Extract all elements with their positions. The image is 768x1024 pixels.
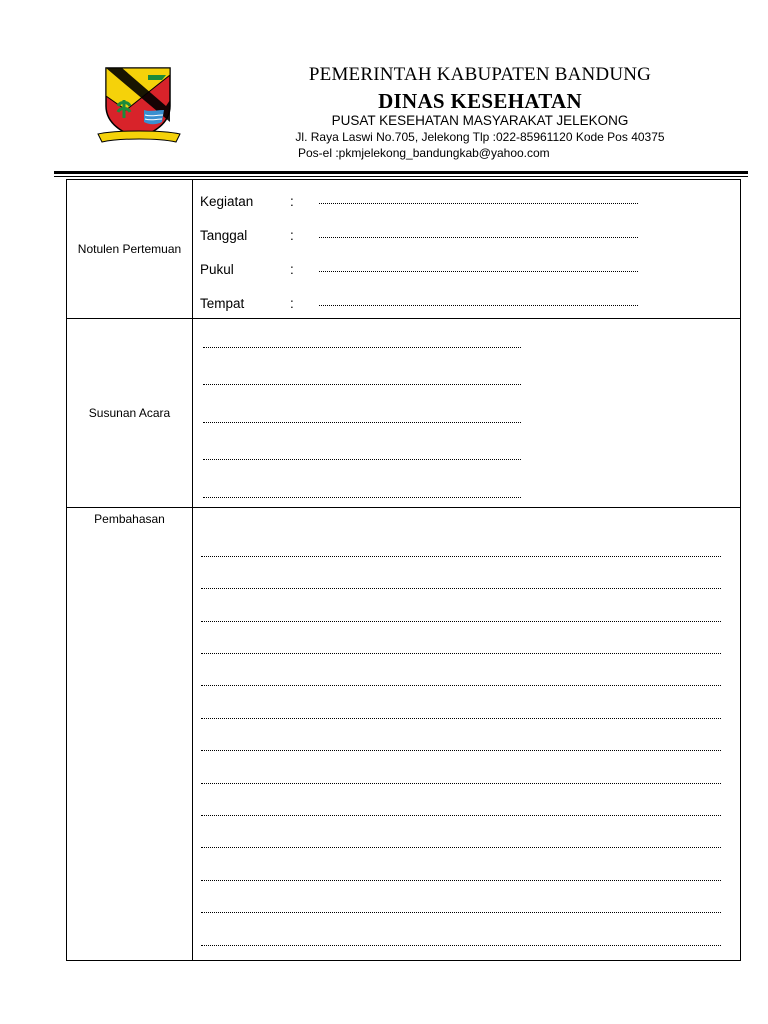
email: Pos-el :pkmjelekong_bandungkab@yahoo.com [298,146,550,160]
discussion-line[interactable] [193,695,740,727]
discussion-line[interactable] [193,631,740,663]
discussion-line[interactable] [193,598,740,630]
field-colon: : [290,228,294,243]
field-kegiatan[interactable] [193,180,740,214]
facility-name: PUSAT KESEHATAN MASYARAKAT JELEKONG [331,113,629,128]
discussion-line[interactable] [193,793,740,825]
agenda-line[interactable] [193,432,740,470]
susunan-acara-lines [193,319,741,508]
discussion-line[interactable] [193,534,740,566]
field-colon: : [290,194,294,209]
discussion-line[interactable] [193,890,740,922]
field-blank[interactable] [319,271,638,272]
address: Jl. Raya Laswi No.705, Jelekong Tlp :022-85961120 Kode Pos 40375 [295,130,665,144]
agency-name: DINAS KESEHATAN [378,89,582,113]
discussion-line[interactable] [193,663,740,695]
field-colon: : [290,262,294,277]
pembahasan-lines [193,507,741,960]
field-tanggal[interactable] [193,214,740,248]
field-colon: : [290,296,294,311]
agenda-line[interactable] [193,319,740,357]
field-label: Tanggal [200,228,248,243]
field-label: Pukul [200,262,234,277]
notulen-fields [193,180,741,319]
notulen-label: Notulen Pertemuan [67,180,193,319]
field-tempat[interactable] [193,282,740,316]
coat-of-arms-icon [96,66,182,146]
field-blank[interactable] [319,305,638,306]
field-label: Kegiatan [200,194,254,209]
government-name: PEMERINTAH KABUPATEN BANDUNG [308,64,652,85]
header-divider [54,171,748,174]
field-blank[interactable] [319,237,638,238]
notulen-row [67,180,741,319]
discussion-line[interactable] [193,922,740,954]
susunan-acara-row [67,319,741,508]
agenda-line[interactable] [193,469,740,507]
discussion-line[interactable] [193,566,740,598]
discussion-line[interactable] [193,728,740,760]
field-label: Tempat [200,296,245,311]
pembahasan-row [67,507,741,960]
field-pukul[interactable] [193,248,740,282]
minutes-form-table [66,179,741,961]
field-blank[interactable] [319,203,638,204]
header-divider-thin [54,176,748,177]
discussion-line[interactable] [193,825,740,857]
susunan-acara-label: Susunan Acara [67,319,193,508]
agenda-line[interactable] [193,394,740,432]
discussion-line[interactable] [193,760,740,792]
discussion-line[interactable] [193,857,740,889]
agenda-line[interactable] [193,357,740,395]
pembahasan-label: Pembahasan [67,507,193,960]
